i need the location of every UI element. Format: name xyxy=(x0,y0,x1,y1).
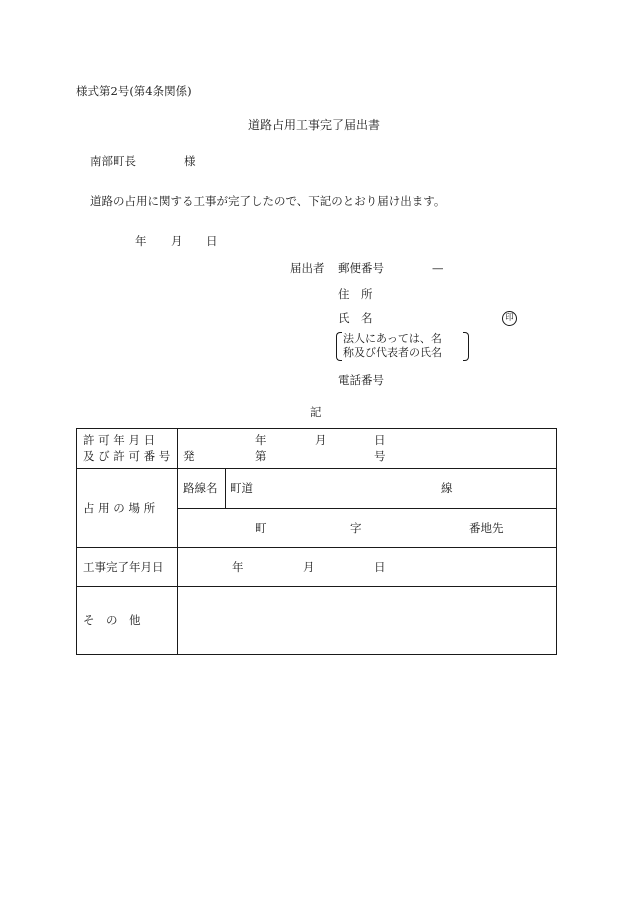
corp-note-line2: 称及び代表者の氏名 xyxy=(343,346,442,359)
permit-label-line2: 及 び 許 可 番 号 xyxy=(83,449,171,463)
permit-dai: 第 xyxy=(255,449,267,463)
table-row-completion xyxy=(77,548,557,587)
completion-year: 年 xyxy=(232,560,244,574)
permit-day: 日 xyxy=(374,433,386,447)
completion-day: 日 xyxy=(374,560,386,574)
address-label: 住 所 xyxy=(338,287,373,301)
form-number: 様式第2号(第4条関係) xyxy=(76,84,192,98)
corp-note-line1: 法人にあっては、名 xyxy=(343,332,442,345)
date-day: 日 xyxy=(206,234,218,248)
route-label: 路線名 xyxy=(183,481,218,495)
completion-label-cell xyxy=(77,548,178,587)
seal-mark: 印 xyxy=(502,311,517,326)
addr-town: 町 xyxy=(255,521,267,535)
date-year: 年 xyxy=(135,234,147,248)
page-title: 道路占用工事完了届出書 xyxy=(248,118,381,132)
bracket-left xyxy=(336,332,342,361)
bracket-right xyxy=(463,332,469,361)
phone-label: 電話番号 xyxy=(338,373,384,387)
table-row-route xyxy=(77,469,557,509)
location-label-cell xyxy=(77,469,178,548)
date-month: 月 xyxy=(171,234,183,248)
completion-value-cell[interactable] xyxy=(178,548,557,587)
permit-label-cell xyxy=(77,429,178,469)
addressee-name: 南部町長 xyxy=(90,154,136,168)
permit-year: 年 xyxy=(255,433,267,447)
addressee-honorific: 様 xyxy=(184,154,196,168)
form-table xyxy=(76,428,557,655)
permit-go: 号 xyxy=(374,449,386,463)
completion-month: 月 xyxy=(303,560,315,574)
other-label-cell xyxy=(77,587,178,655)
permit-value-cell[interactable] xyxy=(178,429,557,469)
route-value-cell[interactable] xyxy=(226,469,557,509)
completion-label: 工事完了年月日 xyxy=(83,560,164,574)
statement-text: 道路の占用に関する工事が完了したので、下記のとおり届け出ます。 xyxy=(90,194,446,208)
route-line: 線 xyxy=(441,481,453,495)
other-label: そ の 他 xyxy=(83,613,141,627)
postal-code-label: 郵便番号 xyxy=(338,261,384,275)
table-row-other xyxy=(77,587,557,655)
permit-month: 月 xyxy=(315,433,327,447)
route-town-road: 町道 xyxy=(230,481,253,495)
location-label: 占 用 の 場 所 xyxy=(83,501,156,515)
name-label: 氏 名 xyxy=(338,311,373,325)
addr-banchi: 番地先 xyxy=(469,521,504,535)
permit-prefix: 発 xyxy=(183,449,195,463)
addr-aza: 字 xyxy=(350,521,362,535)
record-heading: 記 xyxy=(310,405,322,419)
permit-label-line1: 許 可 年 月 日 xyxy=(83,433,156,447)
applicant-label: 届出者 xyxy=(290,261,325,275)
route-label-cell xyxy=(178,469,226,509)
postal-code-dash: — xyxy=(432,261,444,275)
other-value-cell[interactable] xyxy=(178,587,557,655)
table-row-permit xyxy=(77,429,557,469)
address-value-cell[interactable] xyxy=(178,509,557,548)
